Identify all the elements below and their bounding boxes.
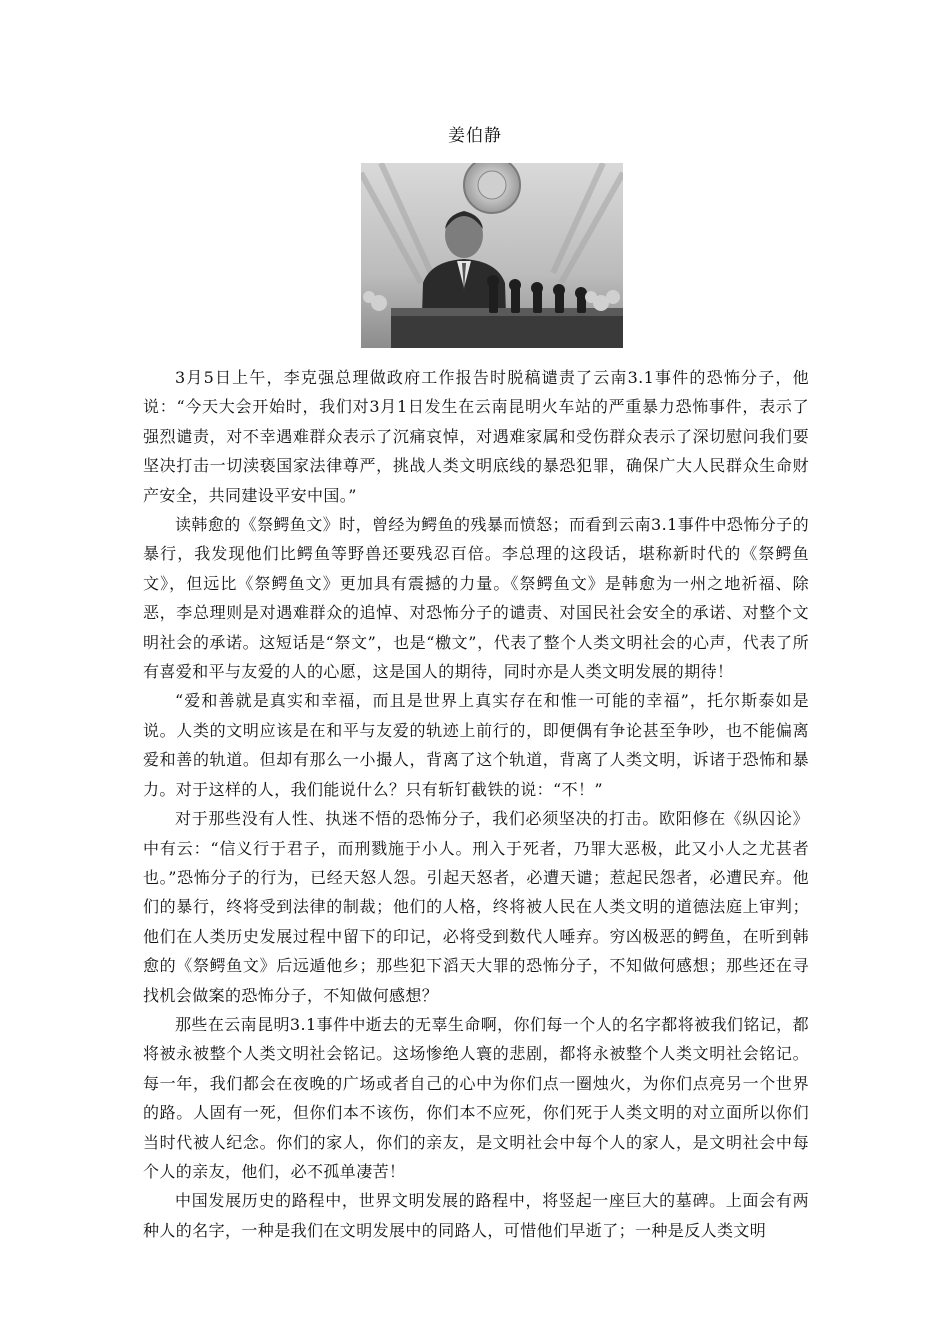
- paragraph: 中国发展历史的路程中，世界文明发展的路程中，将竖起一座巨大的墓碑。上面会有两种人的名字，一种是我们在文明发展中的同路人，可惜他们早逝了；一种是反人类文明: [143, 1191, 809, 1240]
- paragraph: “爱和善就是真实和幸福，而且是世界上真实存在和惟一可能的幸福”，托尔斯泰如是说。人类的文明应该是在和平与友爱的轨迹上前行的，即便偶有争论甚至争吵，也不能偏离爱和善的轨道。但却有那么一小撮人，背离了这个轨道，背离了人类文明，诉诸于恐怖和暴力。对于这样的人，我们能说什么？只有斩钉截铁的说：“不！”: [143, 691, 809, 799]
- paragraph: 那些在云南昆明3.1事件中逝去的无辜生命啊，你们每一个人的名字都将被我们铭记，都将被永被整个人类文明社会铭记。这场惨绝人寰的悲剧，都将永被整个人类文明社会铭记。每一年，我们都会在夜晚的广场或者自己的心中为你们点一圈烛火，为你们点亮另一个世界的路。人固有一死，但你们本不该伤，你们本不应死，你们死于人类文明的对立面所以你们当时代被人纪念。你们的家人，你们的亲友，是文明社会中每个人的家人，是文明社会中每个人的亲友，他们，必不孤单凄苦！: [143, 1014, 809, 1181]
- article-body: [143, 363, 809, 1245]
- paragraph: 对于那些没有人性、执迷不悟的恐怖分子，我们必须坚决的打击。欧阳修在《纵囚论》中有云：“信义行于君子，而刑戮施于小人。刑入于死者，乃罪大恶极，此又小人之尤甚者也。”恐怖分子的行为，已经天怒人怨。引起天怒者，必遭天谴；惹起民怨者，必遭民弃。他们的暴行，终将受到法律的制裁；他们的人格，终将被人民在人类文明的道德法庭上审判；他们在人类历史发展过程中留下的印记，必将受到数代人唾弃。穷凶极恶的鳄鱼，在听到韩愈的《祭鳄鱼文》后远遁他乡；那些犯下滔天大罪的恐怖分子，不知做何感想；那些还在寻找机会做案的恐怖分子，不知做何感想？: [143, 809, 809, 1005]
- paragraph: 3月5日上午，李克强总理做政府工作报告时脱稿谴责了云南3.1事件的恐怖分子，他说：“今天大会开始时，我们对3月1日发生在云南昆明火车站的严重暴力恐怖事件，表示了强烈谴责，对不幸遇难群众表示了沉痛哀悼，对遇难家属和受伤群众表示了深切慰问我们要坚决打击一切渎亵国家法律尊严，挑战人类文明底线的暴恐犯罪，确保广大人民群众生命财产安全，共同建设平安中国。”: [143, 368, 809, 505]
- paragraph: 读韩愈的《祭鳄鱼文》时，曾经为鳄鱼的残暴而愤怒；而看到云南3.1事件中恐怖分子的暴行，我发现他们比鳄鱼等野兽还要残忍百倍。李总理的这段话，堪称新时代的《祭鳄鱼文》，但远比《祭鳄鱼文》更加具有震撼的力量。《祭鳄鱼文》是韩愈为一州之地祈福、除恶，李总理则是对遇难群众的追悼、对恐怖分子的谴责、对国民社会安全的承诺、对整个文明社会的承诺。这短话是“祭文”，也是“檄文”，代表了整个人类文明社会的心声，代表了所有喜爱和平与友爱的人的心愿，这是国人的期待，同时亦是人类文明发展的期待！: [143, 515, 809, 682]
- article-photo: [361, 163, 623, 348]
- author-name: 姜伯静: [448, 126, 502, 146]
